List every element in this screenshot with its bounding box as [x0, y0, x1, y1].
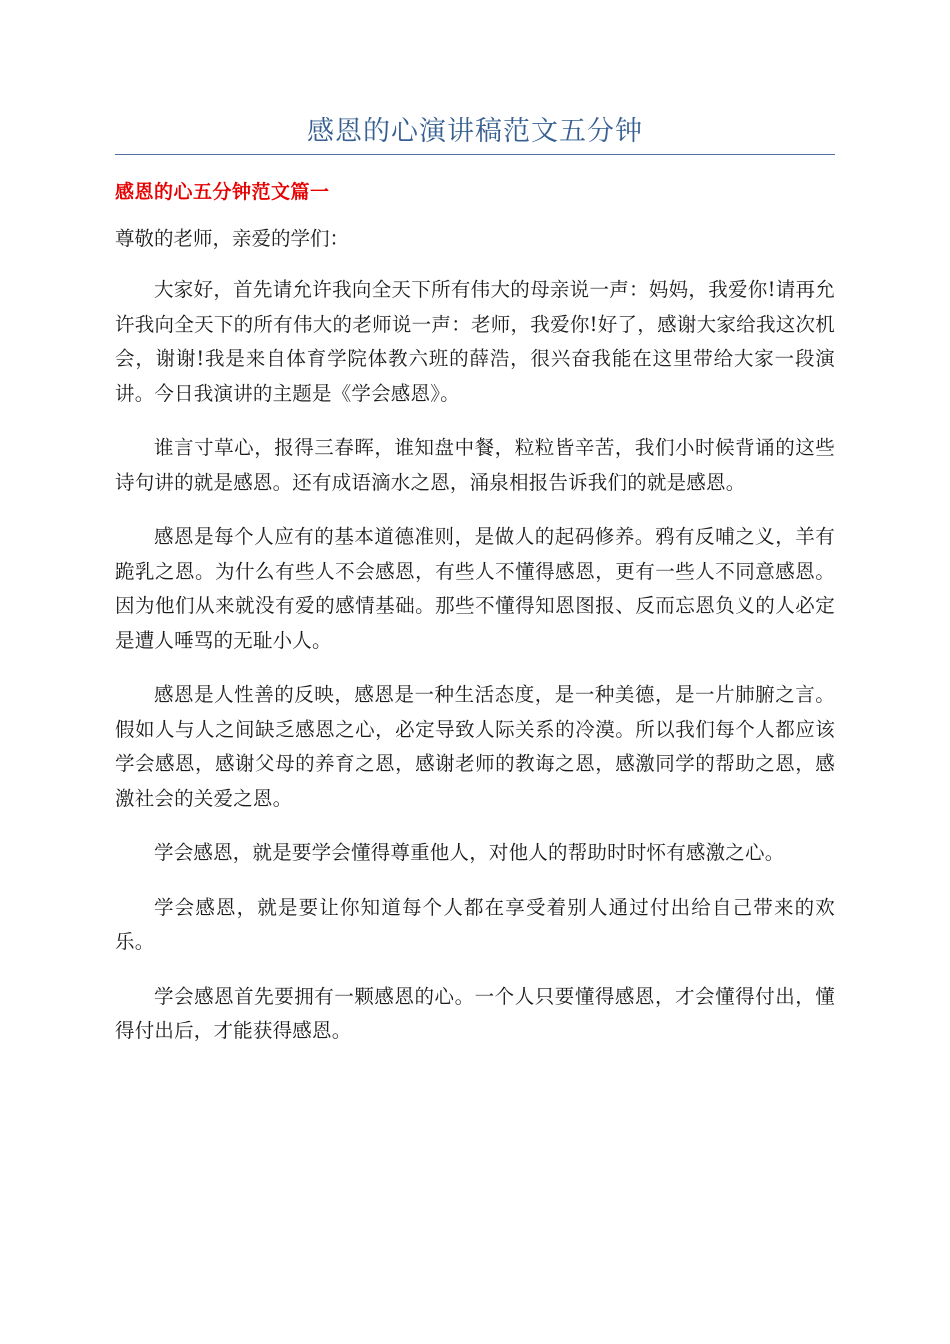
paragraph-2: 谁言寸草心，报得三春晖，谁知盘中餐，粒粒皆辛苦，我们小时候背诵的这些诗句讲的就是感恩。还有成语滴水之恩，涌泉相报告诉我们的就是感恩。 — [115, 436, 835, 494]
paragraph-5: 学会感恩，就是要学会懂得尊重他人，对他人的帮助时时怀有感激之心。 — [154, 841, 785, 864]
paragraph-1: 大家好，首先请允许我向全天下所有伟大的母亲说一声：妈妈，我爱你!请再允许我向全天下的所有伟大的老师说一声：老师，我爱你!好了，感谢大家给我这次机会，谢谢!我是来自体育学院体教六班的薛浩，很兴奋我能在这里带给大家一段演讲。今日我演讲的主题是《学会感恩》。 — [115, 278, 835, 405]
paragraph-7: 学会感恩首先要拥有一颗感恩的心。一个人只要懂得感恩，才会懂得付出，懂得付出后，才能获得感恩。 — [115, 984, 835, 1042]
paragraph-3: 感恩是每个人应有的基本道德准则，是做人的起码修养。鸦有反哺之义，羊有跪乳之恩。为什么有些人不会感恩，有些人不懂得感恩，更有一些人不同意感恩。因为他们从来就没有爱的感情基础。那些不懂得知恩图报、反而忘恩负义的人必定是遭人唾骂的无耻小人。 — [115, 525, 835, 652]
document-title: 感恩的心演讲稿范文五分钟 — [307, 116, 643, 147]
body-paragraphs — [115, 273, 835, 1049]
paragraph-6: 学会感恩，就是要让你知道每个人都在享受着别人通过付出给自己带来的欢乐。 — [115, 895, 835, 953]
document-page — [115, 112, 835, 1049]
section-heading: 感恩的心五分钟范文篇一 — [115, 181, 330, 203]
salutation: 尊敬的老师，亲爱的学们： — [115, 227, 350, 250]
paragraph-4: 感恩是人性善的反映，感恩是一种生活态度，是一种美德，是一片肺腑之言。假如人与人之间缺乏感恩之心，必定导致人际关系的冷漠。所以我们每个人都应该学会感恩，感谢父母的养育之恩，感谢老师的教诲之恩，感激同学的帮助之恩，感激社会的关爱之恩。 — [115, 683, 835, 810]
title-underline — [115, 154, 835, 155]
